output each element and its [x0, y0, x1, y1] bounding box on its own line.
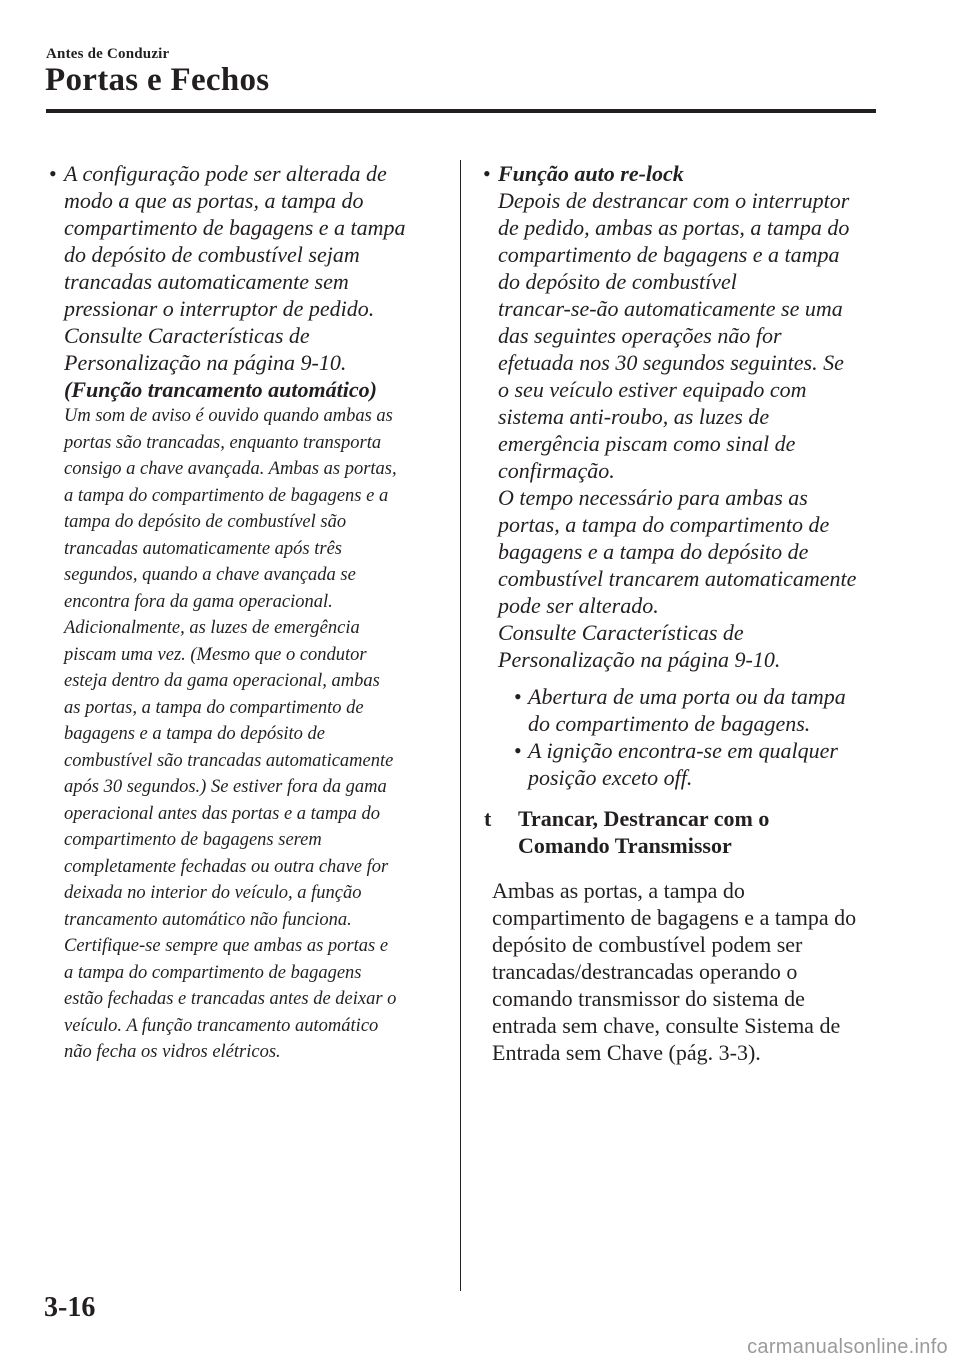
text-line: pressionar o interruptor de pedido.: [64, 296, 375, 321]
heading-line: Comando Transmissor: [518, 833, 732, 858]
section-heading: [480, 805, 880, 859]
text-line: o seu veículo estiver equipado com: [498, 377, 807, 402]
text-line: consigo a chave avançada. Ambas as portas,: [64, 459, 397, 479]
text-line: efetuada nos 30 segundos seguintes. Se: [498, 350, 844, 375]
text-line: do depósito de combustível: [498, 269, 737, 294]
auto-relock-text: [498, 187, 880, 673]
auto-relock-title: Função auto re-lock: [498, 161, 684, 186]
text-line: Personalização na página 9-10.: [498, 647, 781, 672]
text-line: comando transmissor do sistema de: [492, 986, 805, 1011]
text-line: combustível são trancadas automaticamente: [64, 750, 394, 771]
text-line: Ambas as portas, a tampa do: [492, 878, 745, 903]
text-line: confirmação.: [498, 458, 615, 483]
text-line: entrada sem chave, consulte Sistema de: [492, 1013, 841, 1038]
text-line: bagagens e a tampa do depósito de: [64, 724, 326, 744]
text-line: compartimento de bagagens e a tampa: [64, 215, 406, 240]
text-line: piscam uma vez. (Mesmo que o condutor: [64, 644, 367, 665]
bullet-icon: •: [514, 738, 522, 763]
auto-relock-bullet: [480, 160, 880, 673]
sub-bullet-door-open: [480, 683, 880, 737]
text-line: O tempo necessário para ambas as: [498, 485, 808, 510]
header-rule: [46, 109, 876, 113]
text-line: encontra fora da gama operacional.: [64, 591, 333, 612]
text-line: Consulte Características de: [498, 620, 744, 645]
text-line: combustível trancarem automaticamente: [498, 566, 857, 591]
section-marker-icon: t: [484, 806, 492, 831]
sub-bullet-ignition: [480, 737, 880, 791]
text-line: segundos, quando a chave avançada se: [64, 565, 356, 585]
text-line: trancadas/destrancadas operando o: [492, 959, 798, 984]
right-column: [480, 160, 880, 1066]
text-line: esteja dentro da gama operacional, ambas: [64, 671, 380, 691]
watermark: carmanualsonline.info: [747, 1336, 948, 1358]
section-label: Antes de Conduzir: [46, 46, 170, 62]
text-line: de pedido, ambas as portas, a tampa do: [498, 215, 850, 240]
text-line: A ignição encontra-se em qualquer: [528, 738, 838, 763]
text-line: emergência piscam como sinal de: [498, 431, 796, 456]
text-line: trancar-se-ão automaticamente se uma: [498, 296, 843, 321]
text-line: Personalização na página 9-10.: [64, 350, 347, 375]
transmitter-body: [492, 877, 880, 1066]
text-line: do compartimento de bagagens.: [528, 711, 811, 736]
text-line: portas, a tampa do compartimento de: [498, 512, 830, 537]
bullet-icon: •: [49, 161, 57, 186]
text-line: bagagens e a tampa do depósito de: [498, 539, 809, 564]
bullet-icon: •: [514, 684, 522, 709]
text-line: estão fechadas e trancadas antes de deixar o: [64, 989, 397, 1009]
text-line: das seguintes operações não for: [498, 323, 782, 348]
text-line: as portas, a tampa do compartimento de: [64, 697, 364, 718]
page-title: Portas e Fechos: [45, 62, 270, 98]
text-line: posição exceto off.: [528, 765, 693, 790]
text-line: compartimento de bagagens e a tampa do: [492, 905, 857, 930]
text-line: trancadas automaticamente sem: [64, 269, 349, 294]
text-line: tampa do depósito de combustível são: [64, 512, 347, 532]
text-line: compartimento de bagagens e a tampa: [498, 242, 840, 267]
bullet-icon: •: [483, 161, 491, 186]
text-line: sistema anti-roubo, as luzes de: [498, 404, 770, 429]
text-line: a tampa do compartimento de bagagens e a: [64, 485, 389, 506]
text-line: operacional antes das portas e a tampa do: [64, 803, 381, 824]
text-line: após 30 segundos.) Se estiver fora da gama: [64, 777, 387, 797]
text-line: depósito de combustível podem ser: [492, 932, 803, 957]
text-line: portas são trancadas, enquanto transporta: [64, 432, 382, 453]
text-line: trancadas automaticamente após três: [64, 538, 342, 559]
text-line: a tampa do compartimento de bagagens: [64, 962, 362, 983]
text-line: não fecha os vidros elétricos.: [64, 1042, 281, 1062]
auto-lock-subheading: (Função trancamento automático): [64, 377, 377, 402]
text-line: trancamento automático não funciona.: [64, 909, 352, 930]
text-line: compartimento de bagagens serem: [64, 830, 322, 850]
text-line: do depósito de combustível sejam: [64, 242, 360, 267]
text-line: modo a que as portas, a tampa do: [64, 188, 364, 213]
auto-lock-detail: [64, 403, 446, 1066]
heading-line: Trancar, Destrancar com o: [518, 806, 770, 831]
text-line: A configuração pode ser alterada de: [64, 161, 387, 186]
text-line: Adicionalmente, as luzes de emergência: [64, 618, 360, 638]
text-line: veículo. A função trancamento automático: [64, 1015, 379, 1036]
text-line: Certifique-se sempre que ambas as portas e: [64, 936, 389, 956]
text-line: deixada no interior do veículo, a função: [64, 883, 362, 903]
text-line: completamente fechadas ou outra chave for: [64, 856, 389, 877]
left-column: [46, 160, 446, 1066]
text-line: pode ser alterado.: [498, 593, 659, 618]
auto-lock-bullet: [46, 160, 446, 1066]
text-line: Um som de aviso é ouvido quando ambas as: [64, 406, 393, 426]
auto-lock-intro: [64, 160, 446, 376]
text-line: Consulte Características de: [64, 323, 310, 348]
column-divider: [460, 160, 461, 1291]
text-line: Abertura de uma porta ou da tampa: [528, 684, 846, 709]
text-line: Depois de destrancar com o interruptor: [498, 188, 850, 213]
text-line: Entrada sem Chave (pág. 3-3).: [492, 1040, 761, 1065]
page-number: 3-16: [44, 1292, 96, 1323]
